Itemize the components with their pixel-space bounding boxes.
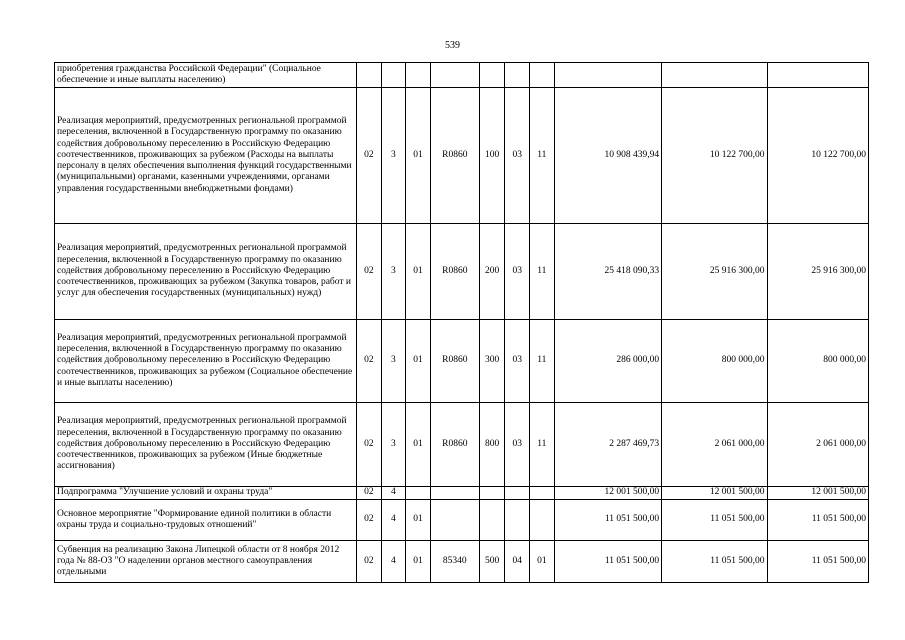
direction-code: 85340	[430, 541, 479, 583]
subprogram-code: 4	[381, 541, 406, 583]
table-row	[55, 88, 869, 224]
subsection-code	[530, 487, 555, 500]
measure-code: 01	[406, 224, 431, 320]
row-name: Реализация мероприятий, предусмотренных региональной программой переселения, включенной в Государственную программу по оказанию содействия добровольному переселению в Российскую Федерацию соотечественников, проживающих за рубежом (Расходы на выплаты персоналу в целях обеспечения выполнения функций государственными (муниципальными) органами, казенными учреждениями, органами управления государственными внебюджетными фондами)	[55, 88, 357, 224]
expense-type-code: 200	[479, 224, 505, 320]
expense-type-code	[479, 63, 505, 88]
table-row	[55, 320, 869, 403]
row-name: приобретения гражданства Российской Федерации" (Социальное обеспечение и иные выплаты населению)	[55, 63, 357, 88]
expense-type-code: 500	[479, 541, 505, 583]
row-name: Субвенция на реализацию Закона Липецкой области от 8 ноября 2012 года № 88-ОЗ "О наделении органов местного самоуправления отдельными	[55, 541, 357, 583]
subsection-code: 11	[530, 403, 555, 487]
amount-1: 11 051 500,00	[554, 500, 662, 541]
measure-code	[406, 63, 431, 88]
section-code: 03	[505, 88, 530, 224]
measure-code: 01	[406, 403, 431, 487]
row-name: Основное мероприятие "Формирование единой политики в области охраны труда и социально-трудовых отношений"	[55, 500, 357, 541]
table-row	[55, 487, 869, 500]
amount-1: 11 051 500,00	[554, 541, 662, 583]
section-code	[505, 487, 530, 500]
section-code: 03	[505, 403, 530, 487]
program-code: 02	[357, 320, 382, 403]
amount-3: 10 122 700,00	[767, 88, 868, 224]
direction-code: R0860	[430, 320, 479, 403]
program-code: 02	[357, 487, 382, 500]
subsection-code: 11	[530, 88, 555, 224]
subprogram-code: 4	[381, 487, 406, 500]
section-code: 03	[505, 224, 530, 320]
row-name: Реализация мероприятий, предусмотренных региональной программой переселения, включенной в Государственную программу по оказанию содействия добровольному переселению в Российскую Федерацию соотечественников, проживающих за рубежом (Социальное обеспечение и иные выплаты населению)	[55, 320, 357, 403]
subsection-code: 11	[530, 224, 555, 320]
row-name: Подпрограмма "Улучшение условий и охраны труда"	[55, 487, 357, 500]
page-number: 539	[445, 40, 460, 51]
amount-2: 11 051 500,00	[662, 541, 767, 583]
amount-1: 25 418 090,33	[554, 224, 662, 320]
amount-2: 2 061 000,00	[662, 403, 767, 487]
row-name: Реализация мероприятий, предусмотренных региональной программой переселения, включенной в Государственную программу по оказанию содействия добровольному переселению в Российскую Федерацию соотечественников, проживающих за рубежом (Иные бюджетные ассигнования)	[55, 403, 357, 487]
amount-3	[767, 63, 868, 88]
expense-type-code	[479, 500, 505, 541]
direction-code: R0860	[430, 224, 479, 320]
program-code: 02	[357, 403, 382, 487]
subprogram-code: 3	[381, 224, 406, 320]
amount-3: 800 000,00	[767, 320, 868, 403]
table-row	[55, 63, 869, 88]
amount-3: 25 916 300,00	[767, 224, 868, 320]
direction-code: R0860	[430, 88, 479, 224]
amount-1: 2 287 469,73	[554, 403, 662, 487]
program-code	[357, 63, 382, 88]
amount-2	[662, 63, 767, 88]
amount-2: 11 051 500,00	[662, 500, 767, 541]
measure-code: 01	[406, 500, 431, 541]
subsection-code: 01	[530, 541, 555, 583]
expense-type-code	[479, 487, 505, 500]
row-name: Реализация мероприятий, предусмотренных региональной программой переселения, включенной в Государственную программу по оказанию содействия добровольному переселению в Российскую Федерацию соотечественников, проживающих за рубежом (Закупка товаров, работ и услуг для обеспечения государственных (муниципальных) нужд)	[55, 224, 357, 320]
amount-2: 12 001 500,00	[662, 487, 767, 500]
measure-code: 01	[406, 541, 431, 583]
amount-1	[554, 63, 662, 88]
measure-code: 01	[406, 320, 431, 403]
direction-code	[430, 487, 479, 500]
amount-2: 25 916 300,00	[662, 224, 767, 320]
amount-1: 286 000,00	[554, 320, 662, 403]
expense-type-code: 300	[479, 320, 505, 403]
table-row	[55, 500, 869, 541]
amount-2: 10 122 700,00	[662, 88, 767, 224]
table-row	[55, 541, 869, 583]
amount-1: 10 908 439,94	[554, 88, 662, 224]
measure-code	[406, 487, 431, 500]
subprogram-code: 3	[381, 403, 406, 487]
table-row	[55, 403, 869, 487]
program-code: 02	[357, 500, 382, 541]
subprogram-code	[381, 63, 406, 88]
direction-code	[430, 500, 479, 541]
program-code: 02	[357, 224, 382, 320]
section-code	[505, 63, 530, 88]
expense-type-code: 100	[479, 88, 505, 224]
amount-2: 800 000,00	[662, 320, 767, 403]
amount-1: 12 001 500,00	[554, 487, 662, 500]
amount-3: 11 051 500,00	[767, 541, 868, 583]
amount-3: 11 051 500,00	[767, 500, 868, 541]
amount-3: 12 001 500,00	[767, 487, 868, 500]
subsection-code	[530, 500, 555, 541]
subsection-code: 11	[530, 320, 555, 403]
measure-code: 01	[406, 88, 431, 224]
program-code: 02	[357, 541, 382, 583]
section-code	[505, 500, 530, 541]
amount-3: 2 061 000,00	[767, 403, 868, 487]
subsection-code	[530, 63, 555, 88]
direction-code	[430, 63, 479, 88]
subprogram-code: 3	[381, 88, 406, 224]
program-code: 02	[357, 88, 382, 224]
subprogram-code: 3	[381, 320, 406, 403]
section-code: 04	[505, 541, 530, 583]
direction-code: R0860	[430, 403, 479, 487]
subprogram-code: 4	[381, 500, 406, 541]
table-row	[55, 224, 869, 320]
budget-table	[54, 62, 869, 583]
section-code: 03	[505, 320, 530, 403]
expense-type-code: 800	[479, 403, 505, 487]
